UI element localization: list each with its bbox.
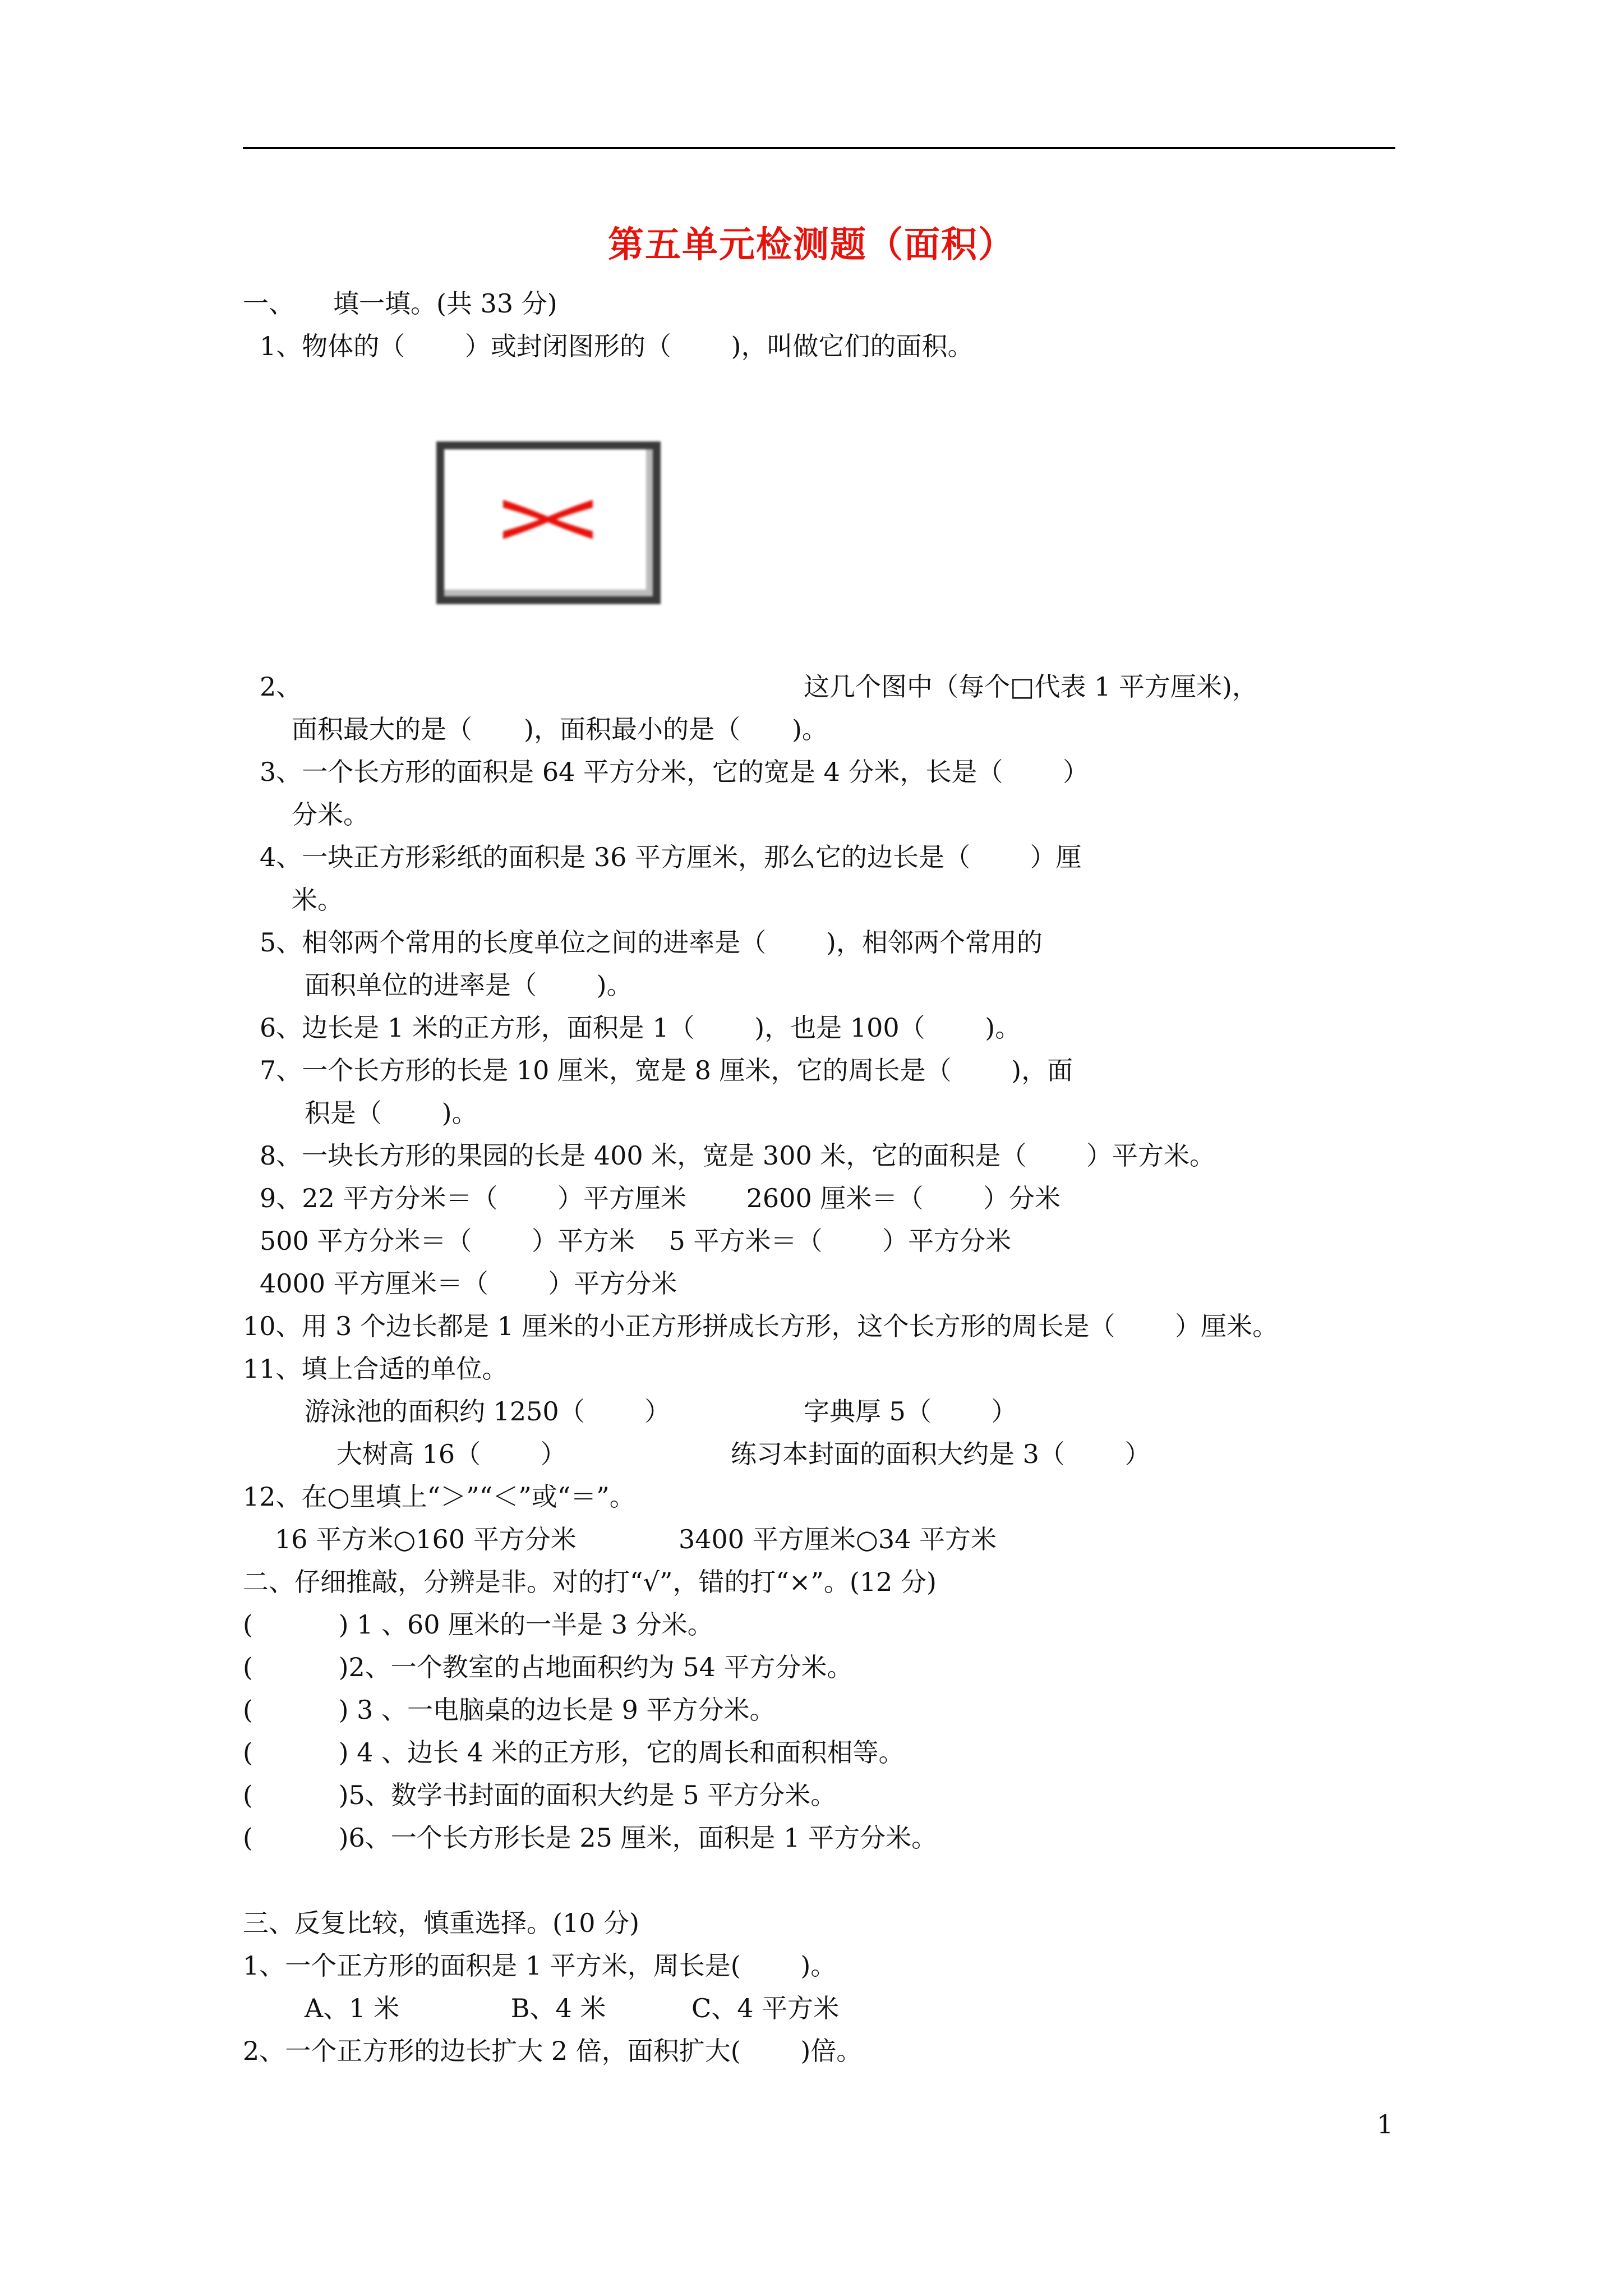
question-11-item-a: 游泳池的面积约 1250（ ）	[305, 1396, 671, 1427]
question-3: 3、一个长方形的面积是 64 平方分米，它的宽是 4 分米，长是（ ）	[260, 757, 1089, 787]
question-1: 1、物体的（ ）或封闭图形的（ )，叫做它们的面积。	[260, 331, 974, 361]
judgement-item: ( ) 4 、边长 4 米的正方形，它的周长和面积相等。	[243, 1737, 905, 1768]
question-7: 7、一个长方形的长是 10 厘米，宽是 8 厘米，它的周长是（ )，面	[260, 1055, 1073, 1085]
question-12: 12、在○里填上“＞”“＜”或“＝”。	[243, 1481, 635, 1512]
judgement-item: ( )2、一个教室的占地面积约为 54 平方分米。	[243, 1652, 853, 1682]
choice-options-1: A、1 米 B、4 米 C、4 平方米	[305, 1993, 840, 2023]
question-11-item-c: 大树高 16（ ）	[336, 1439, 566, 1469]
question-6: 6、边长是 1 米的正方形，面积是 1（ )，也是 100（ )。	[260, 1013, 1021, 1043]
question-9-line-1: 9、22 平方分米＝（ ）平方厘米 2600 厘米＝（ ）分米	[260, 1183, 1061, 1213]
question-8: 8、一块长方形的果园的长是 400 米，宽是 300 米，它的面积是（ ）平方米。	[260, 1140, 1215, 1171]
question-2: 这几个图中（每个□代表 1 平方厘米)，	[804, 671, 1258, 702]
question-11-item-b: 字典厚 5（ ）	[804, 1396, 1017, 1427]
broken-image-icon	[436, 441, 661, 604]
section1-heading: 一、 填一填。(共 33 分)	[243, 288, 557, 319]
question-3-continued: 分米。	[292, 799, 369, 830]
question-4-continued: 米。	[292, 885, 343, 915]
section2-heading: 二、仔细推敲，分辨是非。对的打“√”，错的打“×”。(12 分)	[243, 1567, 937, 1597]
judgement-item: ( )6、一个长方形长是 25 厘米，面积是 1 平方分米。	[243, 1823, 938, 1853]
question-5-continued: 面积单位的进率是（ )。	[305, 970, 633, 1000]
question-12-item-b: 3400 平方厘米○34 平方米	[679, 1524, 997, 1554]
page-number: 1	[1377, 2109, 1394, 2139]
choice-question-2: 2、一个正方形的边长扩大 2 倍，面积扩大( )倍。	[243, 2036, 863, 2066]
question-7-continued: 积是（ )。	[305, 1098, 478, 1128]
question-11: 11、填上合适的单位。	[243, 1354, 508, 1384]
question-9-line-3: 4000 平方厘米＝（ ）平方分米	[260, 1268, 677, 1299]
choice-question-1: 1、一个正方形的面积是 1 平方米，周长是( )。	[243, 1950, 837, 1981]
question-2-number: 2、	[260, 671, 302, 702]
question-5: 5、相邻两个常用的长度单位之间的进率是（ )，相邻两个常用的	[260, 927, 1043, 958]
header-rule	[243, 147, 1395, 149]
judgement-item: ( )5、数学书封面的面积大约是 5 平方分米。	[243, 1780, 837, 1810]
question-9-line-2: 500 平方分米＝（ ）平方米 5 平方米＝（ ）平方分米	[260, 1226, 1012, 1256]
judgement-item: ( ) 1 、60 厘米的一半是 3 分米。	[243, 1609, 713, 1640]
page-title: 第五单元检测题（面积）	[608, 224, 1015, 266]
question-11-item-d: 练习本封面的面积大约是 3（ ）	[731, 1439, 1151, 1469]
question-10: 10、用 3 个边长都是 1 厘米的小正方形拼成长方形，这个长方形的周长是（ ）厘米。	[243, 1311, 1279, 1341]
question-12-item-a: 16 平方米○160 平方分米	[275, 1524, 577, 1554]
question-2-continued: 面积最大的是（ )，面积最小的是（ )。	[292, 714, 828, 744]
section3-heading: 三、反复比较，慎重选择。(10 分)	[243, 1908, 640, 1938]
question-4: 4、一块正方形彩纸的面积是 36 平方厘米，那么它的边长是（ ）厘	[260, 842, 1082, 872]
judgement-item: ( ) 3 、一电脑桌的边长是 9 平方分米。	[243, 1695, 776, 1725]
